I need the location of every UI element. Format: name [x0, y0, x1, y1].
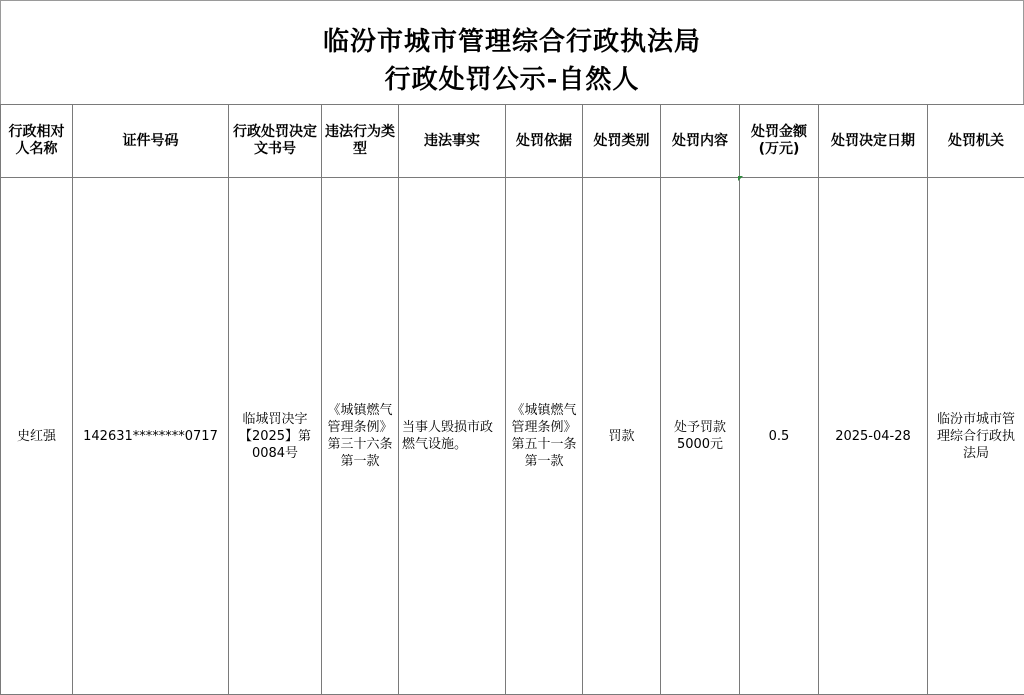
- cell-violation-type: 《城镇燃气管理条例》第三十六条第一款: [322, 178, 399, 695]
- cell-date: 2025-04-28: [819, 178, 928, 695]
- header-row: [1, 105, 1024, 178]
- header-authority: 处罚机关: [928, 105, 1024, 178]
- title-block: [0, 0, 1024, 104]
- header-facts: 违法事实: [399, 105, 506, 178]
- cell-decision-no: 临城罚决字【2025】第0084号: [229, 178, 322, 695]
- cell-amount: 0.5: [740, 178, 819, 695]
- cell-comment-marker: [738, 176, 743, 181]
- cell-name: 史红强: [1, 178, 73, 695]
- header-id-number: 证件号码: [73, 105, 229, 178]
- cell-category: 罚款: [583, 178, 661, 695]
- cell-id-number: 142631********0717: [73, 178, 229, 695]
- agency-title: 临汾市城市管理综合行政执法局: [322, 27, 701, 57]
- cell-facts: 当事人毁损市政燃气设施。: [399, 178, 506, 695]
- header-basis: 处罚依据: [506, 105, 583, 178]
- header-violation-type: 违法行为类型: [322, 105, 399, 178]
- table-row: [1, 178, 1024, 695]
- sheet-subtitle: 行政处罚公示-自然人: [384, 65, 640, 95]
- cell-authority: 临汾市城市管理综合行政执法局: [928, 178, 1024, 695]
- cell-basis: 《城镇燃气管理条例》第五十一条第一款: [506, 178, 583, 695]
- header-name: 行政相对人名称: [1, 105, 73, 178]
- cell-content: 处予罚款5000元: [661, 178, 740, 695]
- penalty-table: [0, 104, 1024, 695]
- header-amount: 处罚金额(万元): [740, 105, 819, 178]
- header-decision-no: 行政处罚决定文书号: [229, 105, 322, 178]
- header-content: 处罚内容: [661, 105, 740, 178]
- header-category: 处罚类别: [583, 105, 661, 178]
- header-date: 处罚决定日期: [819, 105, 928, 178]
